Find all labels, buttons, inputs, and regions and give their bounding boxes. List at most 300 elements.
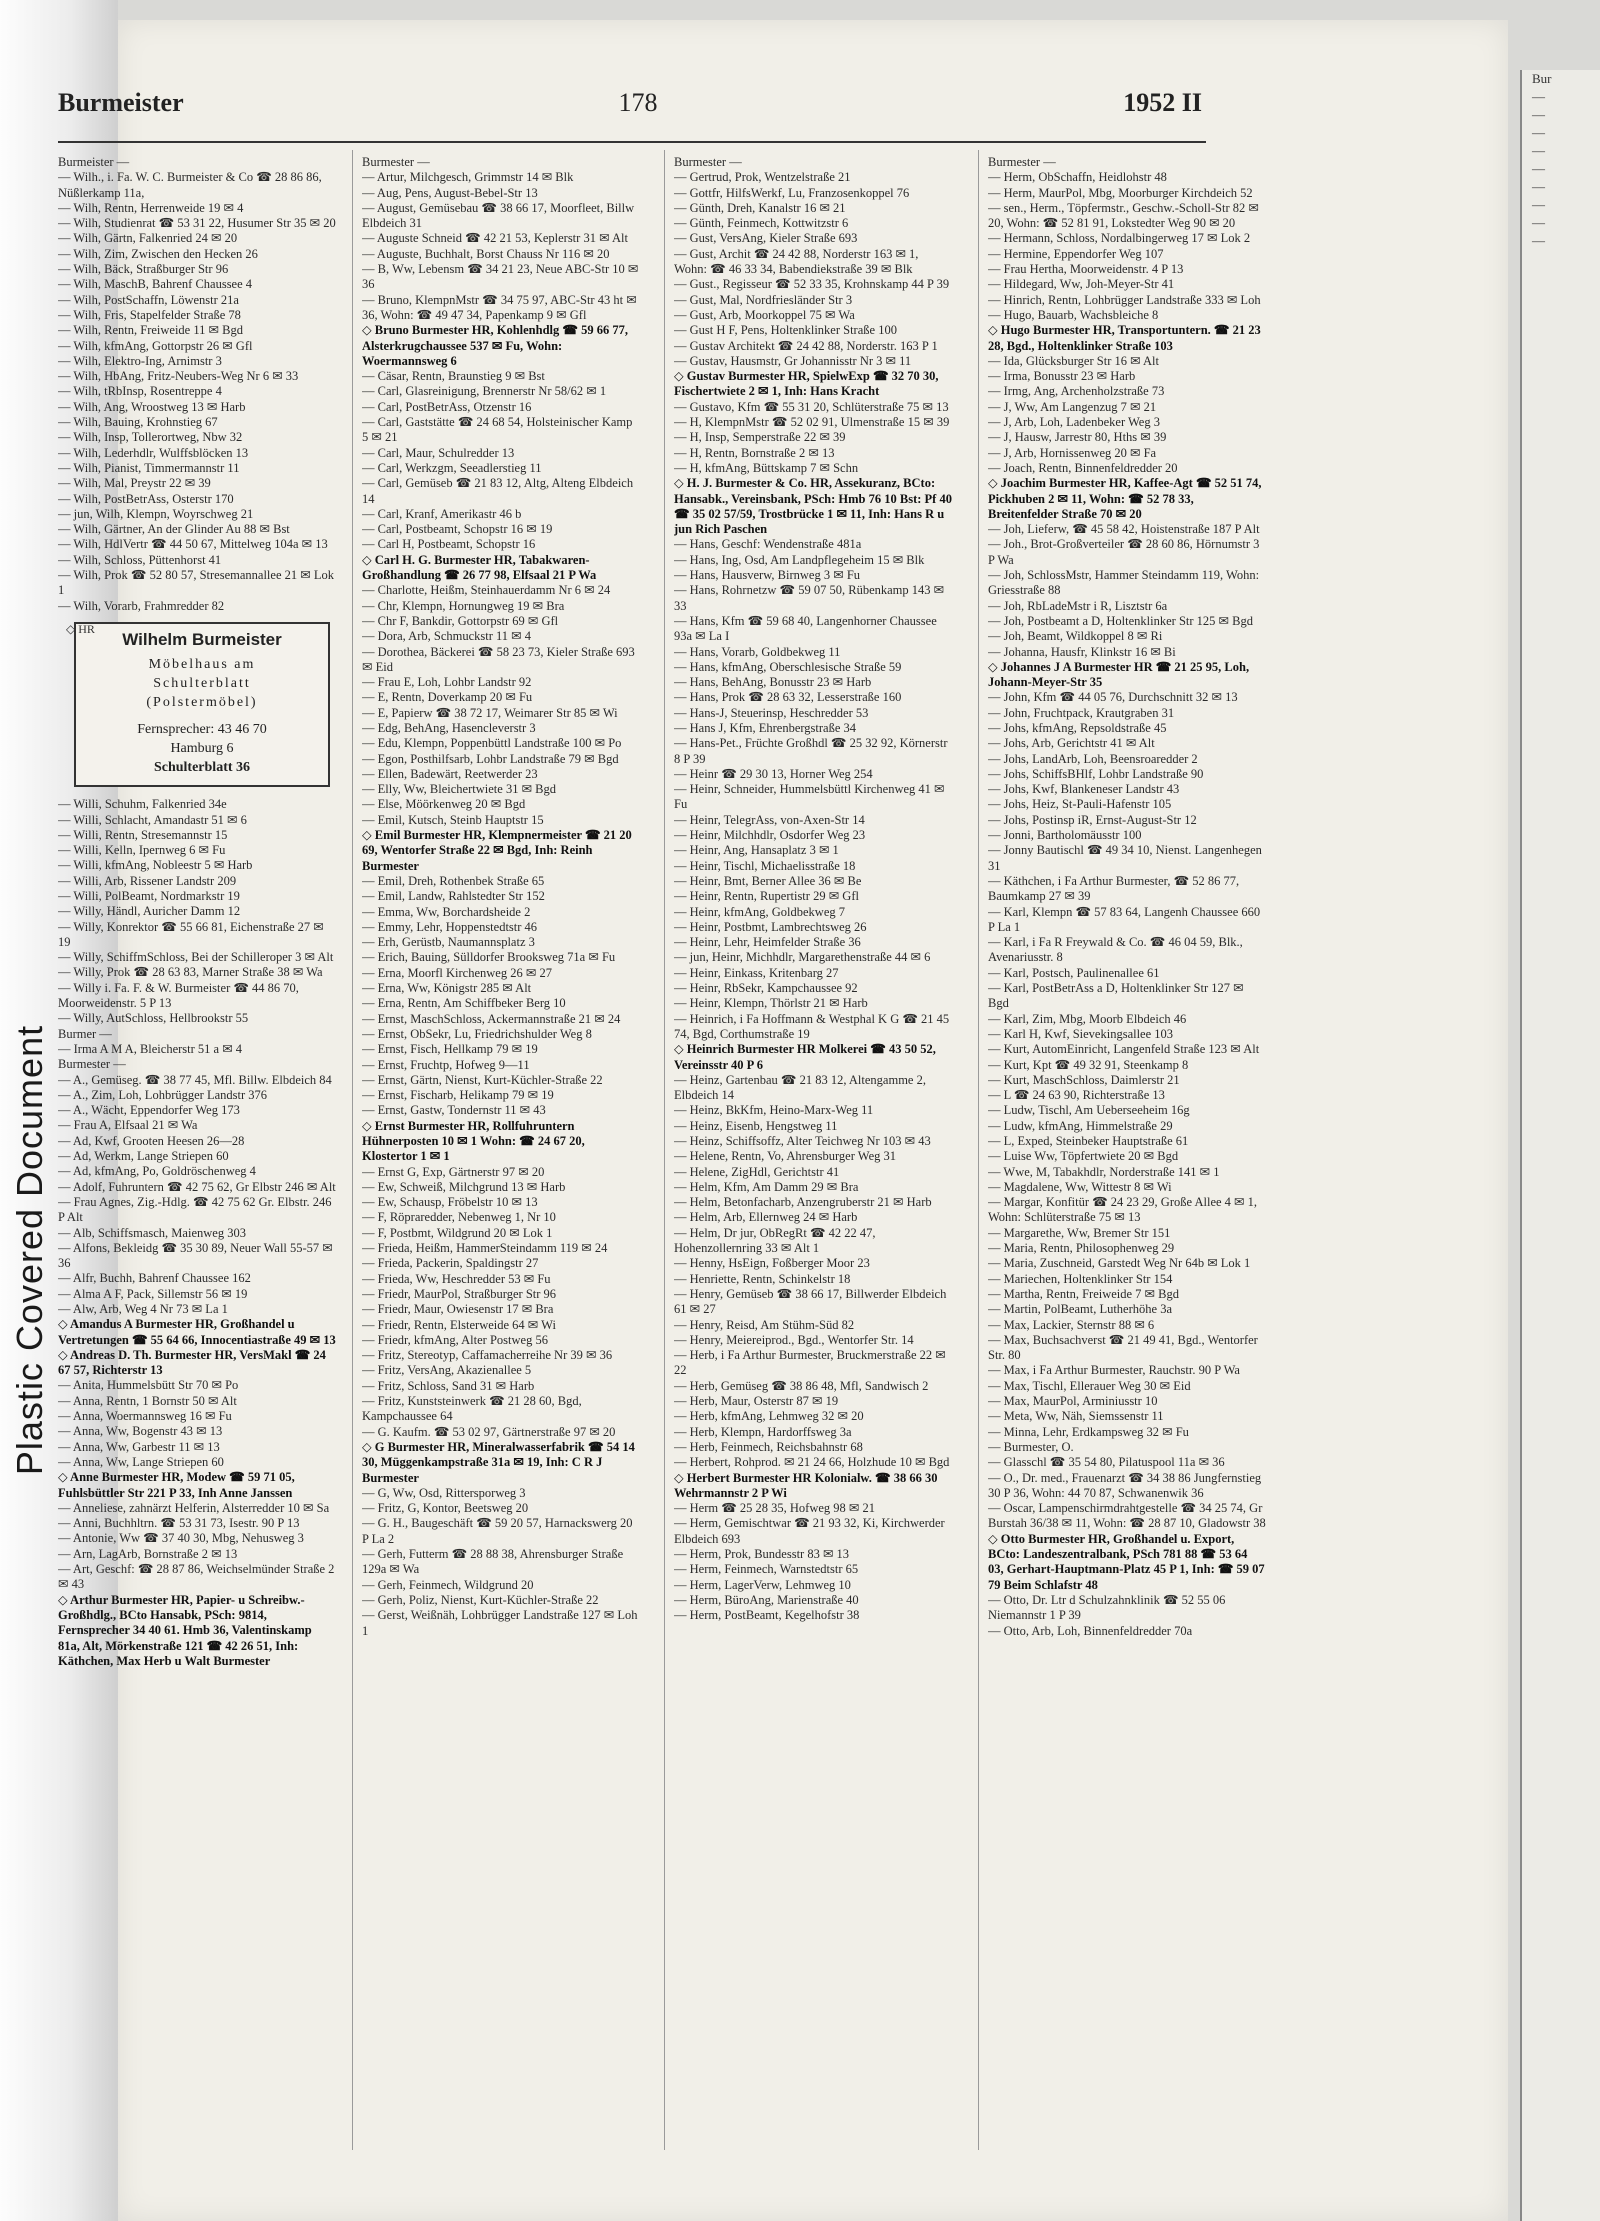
directory-entry: — Gust, VersAng, Kieler Straße 693 [674,231,858,246]
directory-entry: — Herm, BüroAng, Marienstraße 40 [674,1592,859,1607]
directory-entry: — Heinr, Bmt, Berner Allee 36 ✉ Be [674,873,862,888]
directory-entry: — Helm, Arb, Ellernweg 24 ✉ Harb [674,1210,858,1225]
directory-entry: — Wilh, Elektro-Ing, Arnimstr 3 [58,353,222,368]
directory-entry: — Johanna, Hausfr, Klinkstr 16 ✉ Bi [988,644,1176,659]
directory-entry: — Wilh, Ang, Wroostweg 13 ✉ Harb [58,399,246,414]
directory-entry: — Henry, Reisd, Am Stühm-Süd 82 [674,1317,855,1332]
directory-entry: — Henny, HsEign, Foßberger Moor 23 [674,1256,870,1271]
directory-entry: — A., Zim, Loh, Lohbrügger Landstr 376 [58,1087,267,1102]
directory-entry: — Max, Buchsachverst ☎ 21 49 41, Bgd., Wentorfer Str. 80 [988,1332,1258,1363]
directory-entry: — Ernst, Gärtn, Nienst, Kurt-Küchler-Straße 22 [362,1072,603,1087]
directory-entry: — Hans, Ing, Osd, Am Landpflegeheim 15 ✉ Blk [674,552,925,567]
directory-entry: — Hermann, Schloss, Nordalbingerweg 17 ✉ Lok 2 [988,231,1251,246]
directory-entry: — Dorothea, Bäckerei ☎ 58 23 73, Kieler Straße 693 ✉ Eid [362,644,635,674]
directory-entry: — Frieda, Packerin, Spaldingstr 27 [362,1256,539,1271]
directory-entry: — Heinz, Schiffsoffz, Alter Teichweg Nr 103 ✉ 43 [674,1134,931,1148]
directory-entry: — Heinr, TelegrAss, von-Axen-Str 14 [674,812,865,827]
directory-entry: — Johs, Heiz, St-Pauli-Hafenstr 105 [988,797,1172,812]
directory-entry: — Heinr ☎ 29 30 13, Horner Weg 254 [674,766,873,781]
directory-entry: — jun, Wilh, Klempn, Woyrschweg 21 [58,506,254,521]
directory-entry: — Fritz, VersAng, Akazienallee 5 [362,1363,532,1378]
directory-entry: — Anna, Ww, Lange Striepen 60 [58,1454,224,1469]
directory-entry: — Anna, Ww, Garbestr 11 ✉ 13 [58,1439,220,1454]
directory-entry: — Fritz, G, Kontor, Beetsweg 20 [362,1501,529,1516]
directory-entry: — L ☎ 24 63 90, Richterstraße 13 [988,1088,1165,1103]
directory-entry: — Fritz, Kunststeinwerk ☎ 21 28 60, Bgd, Kampchaussee 64 [362,1394,582,1424]
directory-entry: — Günth, Feinmech, Kottwitzstr 6 [674,216,849,231]
directory-entry: — Art, Geschf: ☎ 28 87 86, Weichselmünder Straße 2 ✉ 43 [58,1562,335,1592]
directory-entry: — F, Röpraredder, Nebenweg 1, Nr 10 [362,1210,556,1225]
directory-entry: — Henry, Meiereiprod., Bgd., Wentorfer Str. 14 [674,1332,914,1347]
directory-entry: — Karl, Klempn ☎ 57 83 64, Langenh Chaussee 660 P La 1 [988,904,1261,934]
directory-entry: — Friedr, MaurPol, Straßburger Str 96 [362,1286,557,1301]
directory-entry: Burmeister — [58,155,130,169]
page-number: 178 [618,88,658,117]
directory-entry: — Wilh, Vorarb, Frahmredder 82 [58,598,225,613]
directory-entry: — Henry, Gemüseb ☎ 38 66 17, Billwerder Elbdeich 61 ✉ 27 [674,1286,947,1317]
directory-entry: — Frieda, Heißm, HammerSteindamm 119 ✉ 24 [362,1241,608,1256]
directory-entry: — G. H., Baugeschäft ☎ 59 20 57, Harnackswerg 20 P La 2 [362,1516,633,1546]
directory-entry: — Maria, Zuschneid, Garstedt Weg Nr 64b ✉ Lok 1 [988,1256,1251,1271]
directory-entry: — E, Rentn, Doverkamp 20 ✉ Fu [362,690,533,705]
directory-entry: — Dora, Arb, Schmuckstr 11 ✉ 4 [362,629,532,644]
directory-entry: — Wilh, Fris, Stapelfelder Straße 78 [58,307,241,322]
directory-entry: — Ernst, MaschSchloss, Ackermannstraße 21 ✉ 24 [362,1011,621,1026]
next-page-fragment: Bur [1532,71,1552,86]
directory-entry: — Irma A M A, Bleicherstr 51 a ✉ 4 [58,1041,243,1056]
directory-entry: — Wilh, Lederhdlr, Wulffsblöcken 13 [58,445,249,460]
next-page-fragment: — [1532,89,1545,104]
directory-entry: — Wilh, Bauing, Krohnstieg 67 [58,415,218,430]
next-page-fragment: — [1532,233,1545,248]
column-1-entries-b [58,797,336,1669]
directory-entry: — Ernst, Fruchtp, Hofweg 9—11 [362,1057,530,1072]
directory-entry: — Gerst, Weißnäh, Lohbrügger Landstraße 127 ✉ Loh 1 [362,1608,638,1638]
column-divider [352,150,353,2150]
directory-entry: — Heinr, Klempn, Thörlstr 21 ✉ Harb [674,996,868,1011]
directory-entry: — J, Arb, Loh, Ladenbeker Weg 3 [988,415,1160,430]
directory-entry: — Gustavo, Kfm ☎ 55 31 20, Schlüterstraße 75 ✉ 13 [674,399,949,414]
directory-entry: — Hans, Prok ☎ 28 63 32, Lesserstraße 160 [674,690,902,705]
directory-entry: — Erna, Rentn, Am Schiffbeker Berg 10 [362,996,566,1011]
directory-entry: — Frau A, Elfsaal 21 ✉ Wa [58,1118,198,1133]
directory-entry: — Auguste Schneid ☎ 42 21 53, Keplerstr 31 ✉ Alt [362,231,628,246]
directory-entry: Burmester — [58,1057,126,1072]
directory-entry: ◇ Bruno Burmester HR, Kohlenhdlg ☎ 59 66 77, Alsterkrugchaussee 537 ✉ Fu, Wohn: Woermannsweg 6 [362,323,628,368]
directory-entry: — Aug, Pens, August-Bebel-Str 13 [362,185,538,200]
column-divider [978,150,979,2150]
directory-entry: — Willy, Prok ☎ 28 63 83, Marner Straße 38 ✉ Wa [58,965,323,980]
ad-company-name: Wilhelm Burmeister [122,629,282,649]
directory-entry: — Heinrich, i Fa Hoffmann & Westphal K G ☎ 21 45 74, Bgd, Corthumstraße 19 [674,1011,950,1041]
directory-entry: — Irmg, Ang, Archenholzstraße 73 [988,384,1165,399]
directory-entry: — Max, MaurPol, Arminiusstr 10 [988,1394,1158,1409]
directory-entry: — Helm, Kfm, Am Damm 29 ✉ Bra [674,1179,859,1194]
directory-entry: — Wilh, PostSchaffn, Löwenstr 21a [58,292,239,307]
ad-line-2: Schulterblatt [153,676,251,692]
directory-entry: — Herm, LagerVerw, Lehmweg 10 [674,1577,851,1592]
directory-entry: — Willy, AutSchloss, Hellbrookstr 55 [58,1011,249,1026]
directory-entry: — Wilh, HbAng, Fritz-Neubers-Weg Nr 6 ✉ 33 [58,369,299,384]
directory-entry: — Ernst, Fisch, Hellkamp 79 ✉ 19 [362,1042,538,1057]
directory-entry: — Wwe, M, Tabakhdlr, Norderstraße 141 ✉ 1 [988,1164,1220,1179]
directory-entry: — Gerh, Poliz, Nienst, Kurt-Küchler-Straße 22 [362,1592,599,1607]
next-page-edge [1520,70,1600,2221]
directory-entry: — Johs, Arb, Gerichtstr 41 ✉ Alt [988,736,1155,751]
directory-entry: — Gust H F, Pens, Holtenklinker Straße 100 [674,323,897,338]
column-2 [362,155,640,2150]
directory-entry: — Fritz, Schloss, Sand 31 ✉ Harb [362,1378,535,1393]
directory-entry: ◇ Ernst Burmester HR, Rollfuhruntern Hühnerposten 10 ✉ 1 Wohn: ☎ 24 67 20, Klostertor 1 ✉ 1 [362,1118,585,1164]
directory-entry: — Willy, SchiffmSchloss, Bei der Schilleroper 3 ✉ Alt [58,950,334,965]
directory-entry: ◇ G Burmester HR, Mineralwasserfabrik ☎ 54 14 30, Müggenkampstraße 31a ✉ 19, Inh: C R J Burmester [362,1439,635,1485]
directory-entry: — Hildegard, Ww, Joh-Meyer-Str 41 [988,277,1175,292]
directory-entry: — Heinr, kfmAng, Goldbekweg 7 [674,904,845,919]
directory-entry: — Hans, kfmAng, Oberschlesische Straße 59 [674,659,902,674]
directory-entry: — Johs, Postinsp iR, Ernst-August-Str 12 [988,812,1197,827]
directory-entry: — Willy, Händl, Auricher Damm 12 [58,904,241,919]
directory-entry: — Gertrud, Prok, Wentzelstraße 21 [674,170,851,185]
directory-entry: — Herb, Gemüseg ☎ 38 86 48, Mfl, Sandwisch 2 [674,1378,929,1393]
directory-entry: — Ludw, kfmAng, Himmelstraße 29 [988,1118,1173,1133]
directory-entry: — Anneliese, zahnärzt Helferin, Alsterredder 10 ✉ Sa [58,1500,330,1515]
directory-entry: — Herb, kfmAng, Lehmweg 32 ✉ 20 [674,1409,864,1424]
directory-entry: — Karl, PostBetrAss a D, Holtenklinker Str 127 ✉ Bgd [988,981,1244,1011]
directory-entry: ◇ Arthur Burmester HR, Papier- u Schreibw.-Großhdlg., BCto Hansabk, PSch: 9814, Fernsprecher 34 40 61. Hmb 36, Valentinskamp 81a, Alt, Mörkenstraße 121 ☎ 42 26 51, Inh: Käthchen, Max Herb u Walt Burmester [58,1592,312,1668]
next-page-fragment: — [1532,215,1545,230]
directory-entry: — Else, Möörkenweg 20 ✉ Bgd [362,797,526,812]
directory-entry: — jun, Heinr, Michhdlr, Margarethenstraße 44 ✉ 6 [674,950,931,965]
directory-entry: — Wilh, Prok ☎ 52 80 57, Stresemannallee 21 ✉ Lok 1 [58,568,334,598]
directory-entry: ◇ Hugo Burmester HR, Transportuntern. ☎ 21 23 28, Bgd., Holtenklinker Straße 103 [988,323,1261,353]
directory-entry: — Max, i Fa Arthur Burmester, Rauchstr. 90 P Wa [988,1363,1240,1378]
directory-entry: — Ew, Schweiß, Milchgrund 13 ✉ Harb [362,1179,566,1194]
directory-entry: — H, Insp, Semperstraße 22 ✉ 39 [674,430,846,445]
header-surname: Burmeister [58,88,184,117]
directory-entry: — John, Kfm ☎ 44 05 76, Durchschnitt 32 ✉ 13 [988,690,1238,705]
directory-entry: — Gust, Archit ☎ 24 42 88, Norderstr 163 ✉ 1, Wohn: ☎ 46 33 34, Babendiekstraße 39 ✉ Blk [674,246,919,277]
next-page-fragment: — [1532,143,1545,158]
directory-entry: — A., Wächt, Eppendorfer Weg 173 [58,1103,240,1118]
directory-entry: — Max, Tischl, Ellerauer Weg 30 ✉ Eid [988,1378,1191,1393]
directory-entry: — Karl, Postsch, Paulinenallee 61 [988,965,1160,980]
directory-entry: — Heinr, RbSekr, Kampchaussee 92 [674,981,858,996]
directory-entry: — Ludw, Tischl, Am Ueberseeheim 16g [988,1103,1190,1118]
directory-entry: — Emil, Dreh, Rothenbek Straße 65 [362,873,545,888]
directory-entry: — Ad, kfmAng, Po, Goldröschenweg 4 [58,1164,256,1179]
directory-entry: — Willi, Rentn, Stresemannstr 15 [58,827,228,842]
directory-entry: — Willi, Schlacht, Amandastr 51 ✉ 6 [58,812,247,827]
directory-entry: — Emmy, Lehr, Hoppenstedtstr 46 [362,919,538,934]
directory-entry: — Karl, i Fa R Freywald & Co. ☎ 46 04 59, Blk., Avenariusstr. 8 [988,935,1243,965]
directory-entry: — Johs, kfmAng, Repsoldstraße 45 [988,720,1167,735]
directory-entry: — Emma, Ww, Borchardsheide 2 [362,904,531,919]
directory-entry: — Ad, Kwf, Grooten Heesen 26—28 [58,1133,245,1148]
directory-entry: — Erh, Gerüstb, Naumannsplatz 3 [362,935,535,950]
directory-entry: — Anna, Rentn, 1 Bornstr 50 ✉ Alt [58,1393,237,1408]
directory-entry: — Carl H, Postbeamt, Schopstr 16 [362,537,536,552]
directory-entry: — Heinr, Tischl, Michaelisstraße 18 [674,858,856,873]
directory-entry: — Anna, Ww, Bogenstr 43 ✉ 13 [58,1424,223,1439]
directory-entry: — Gust, Arb, Moorkoppel 75 ✉ Wa [674,307,855,322]
directory-entry: — J, Hausw, Jarrestr 80, Hths ✉ 39 [988,430,1167,445]
directory-entry: — Elly, Ww, Bleichertwiete 31 ✉ Bgd [362,782,557,797]
advertisement-box [74,622,330,787]
directory-entry: — Willi, Arb, Rissener Landstr 209 [58,873,237,888]
directory-entry: — Carl, Kranf, Amerikastr 46 b [362,506,522,521]
directory-entry: — Herm ☎ 25 28 35, Hofweg 98 ✉ 21 [674,1501,876,1516]
directory-entry: — Carl, Gaststätte ☎ 24 68 54, Holsteinischer Kamp 5 ✉ 21 [362,415,633,445]
directory-entry: — Willi, kfmAng, Nobleestr 5 ✉ Harb [58,858,253,873]
directory-entry: — Wilh, Insp, Tollerortweg, Nbw 32 [58,430,243,445]
directory-entry: — Wilh, Pianist, Timmermannstr 11 [58,460,240,475]
ad-line-1: Möbelhaus am [148,657,256,673]
directory-entry: — B, Ww, Lebensm ☎ 34 21 23, Neue ABC-Str 10 ✉ 36 [362,262,639,292]
directory-entry: — Frau Hertha, Moorweidenstr. 4 P 13 [988,262,1184,277]
directory-entry: — Joach, Rentn, Binnenfeldredder 20 [988,460,1178,475]
ad-street: Schulterblatt 36 [153,760,251,776]
directory-entry: — Johs, SchiffsBHlf, Lohbr Landstraße 90 [988,766,1204,781]
directory-entry: — Alfr, Buchh, Bahrenf Chaussee 162 [58,1271,251,1286]
directory-entry: — Glasschl ☎ 35 54 80, Pilatuspool 11a ✉ 36 [988,1455,1225,1470]
directory-entry: — H, kfmAng, Büttskamp 7 ✉ Schn [674,460,859,475]
directory-entry: ◇ Gustav Burmester HR, SpielwExp ☎ 32 70 30, Fischertwiete 2 ✉ 1, Inh: Hans Kracht [674,369,939,399]
directory-entry: — Joh, RbLadeMstr i R, Lisztstr 6a [988,598,1168,613]
page-header [58,88,1388,128]
directory-entry: — G, Ww, Osd, Rittersporweg 3 [362,1485,526,1500]
directory-entry: — Cäsar, Rentn, Braunstieg 9 ✉ Bst [362,369,545,384]
directory-entry: — Herm, MaurPol, Mbg, Moorburger Kirchdeich 52 [988,185,1253,200]
directory-entry: — Otto, Arb, Loh, Binnenfeldredder 70a [988,1623,1193,1638]
directory-entry: — Martin, PolBeamt, Lutherhöhe 3a [988,1302,1172,1317]
directory-entry: — H, Rentn, Bornstraße 2 ✉ 13 [674,445,835,460]
column-1-entries-a [58,155,336,614]
directory-entry: — F, Postbmt, Wildgrund 20 ✉ Lok 1 [362,1225,553,1240]
directory-entry: — Gerh, Futterm ☎ 28 88 38, Ahrensburger Straße 129a ✉ Wa [362,1547,624,1577]
column-1 [58,155,336,2150]
directory-entry: — Gust., Regisseur ☎ 52 33 35, Krohnskamp 44 P 39 [674,277,950,292]
directory-entry: — Hans, Rohrnetzw ☎ 59 07 50, Rübenkamp 143 ✉ 33 [674,583,945,613]
directory-entry: — Karl H, Kwf, Sievekingsallee 103 [988,1026,1174,1041]
directory-entry: — Herb, Klempn, Hardorffsweg 3a [674,1424,852,1439]
directory-entry: — Meta, Ww, Näh, Siemssenstr 11 [988,1409,1164,1424]
directory-entry: — Günth, Dreh, Kanalstr 16 ✉ 21 [674,200,846,215]
directory-entry: — Herm, Prok, Bundesstr 83 ✉ 13 [674,1547,850,1562]
directory-entry: — Egon, Posthilfsarb, Lohbr Landstraße 79 ✉ Bgd [362,751,619,766]
directory-entry: — O., Dr. med., Frauenarzt ☎ 34 38 86 Jungfernstieg 30 P 36, Wohn: 44 70 87, Schwanenwik 36 [988,1470,1262,1500]
next-page-fragment: — [1532,179,1545,194]
directory-entry: — Carl, Gemüseb ☎ 21 83 12, Altg, Alteng Elbdeich 14 [362,476,634,506]
directory-entry: — Henriette, Rentn, Schinkelstr 18 [674,1271,851,1286]
directory-entry: — Anita, Hummelsbütt Str 70 ✉ Po [58,1378,239,1393]
directory-entry: — Heinr, Lehr, Heimfelder Straße 36 [674,935,861,950]
directory-entry: — Chr, Klempn, Hornungweg 19 ✉ Bra [362,598,565,613]
directory-entry: — Magdalene, Ww, Wittestr 8 ✉ Wi [988,1179,1172,1194]
directory-entry: — Kurt, MaschSchloss, Daimlerstr 21 [988,1072,1180,1087]
directory-entry: — Hans, BehAng, Bonusstr 23 ✉ Harb [674,675,872,690]
directory-entry: — Heinr, Einkass, Kritenbarg 27 [674,965,839,980]
directory-entry: — Frau Agnes, Zig.-Hdlg. ☎ 42 75 62 Gr. Elbstr. 246 P Alt [58,1194,332,1225]
side-watermark-text: Plastic Covered Document [9,1024,50,1476]
directory-entry: — Edu, Klempn, Poppenbüttl Landstraße 100 ✉ Po [362,736,622,751]
directory-entry: — Hans-J, Steuerinsp, Heschredder 53 [674,705,869,720]
directory-entry: — Willy, Konrektor ☎ 55 66 81, Eichenstraße 27 ✉ 19 [58,919,324,949]
directory-entry: — Luise Ww, Töpfertwiete 20 ✉ Bgd [988,1149,1179,1164]
directory-entry: — Wilh, tRbInsp, Rosentreppe 4 [58,384,222,399]
directory-entry: — Herm, Feinmech, Warnstedtstr 65 [674,1562,859,1577]
directory-entry: — Friedr, kfmAng, Alter Postweg 56 [362,1332,548,1347]
ad-city: Hamburg 6 [170,741,234,757]
directory-entry: — Heinz, Gartenbau ☎ 21 83 12, Altengamme 2, Elbdeich 14 [674,1072,926,1103]
directory-entry: — Wilh, Mal, Preystr 22 ✉ 39 [58,476,211,491]
directory-entry: — Helm, Dr jur, ObRegRt ☎ 42 22 47, Hohenzollernring 33 ✉ Alt 1 [674,1225,876,1256]
ad-phone: Fernsprecher: 43 46 70 [137,722,267,738]
directory-entry: — Adolf, Fuhruntern ☎ 42 75 62, Gr Elbstr 246 ✉ Alt [58,1179,336,1194]
directory-entry: — Wilh, kfmAng, Gottorpstr 26 ✉ Gfl [58,338,253,353]
advertisement-wrap [58,622,336,787]
next-page-fragment: — [1532,197,1545,212]
directory-entry: — Bruno, KlempnMstr ☎ 34 75 97, ABC-Str 43 ht ✉ 36, Wohn: ☎ 49 47 34, Papenkamp 9 ✉ Gfl [362,292,637,322]
directory-entry: — Wilh, Bäck, Straßburger Str 96 [58,262,229,277]
directory-entry: — Gerh, Feinmech, Wildgrund 20 [362,1577,534,1592]
directory-entry: — Anna, Woermannsweg 16 ✉ Fu [58,1409,232,1424]
directory-entry: ◇ H. J. Burmester & Co. HR, Assekuranz, BCto: Hansabk., Vereinsbank, PSch: Hmb 76 10 Bst: Pf 40 ☎ 35 02 57/59, Trostbrücke 1 ✉ 11, Inh: Hans R u jun Rich Paschen [674,476,952,537]
directory-entry: — Auguste, Buchhalt, Borst Chauss Nr 116 ✉ 20 [362,246,610,261]
directory-entry: — Burmester, O. [988,1439,1074,1454]
directory-entry: — Wilh, PostBetrAss, Osterstr 170 [58,491,234,506]
next-page-fragment: — [1532,125,1545,140]
directory-entry: — Alma A F, Pack, Sillemstr 56 ✉ 19 [58,1286,248,1301]
directory-entry: ◇ Herbert Burmester HR Kolonialw. ☎ 38 66 30 Wehrmannstr 2 P Wi [674,1470,938,1500]
column-3 [674,155,952,2150]
directory-entry: — Emil, Kutsch, Steinb Hauptstr 15 [362,812,544,827]
directory-entry: Burmester — [674,155,742,169]
directory-entry: — J, Ww, Am Langenzug 7 ✉ 21 [988,399,1157,414]
directory-entry: — Erich, Bauing, Sülldorfer Brooksweg 71a ✉ Fu [362,950,616,965]
directory-entry: — Arn, LagArb, Bornstraße 2 ✉ 13 [58,1546,238,1561]
directory-entry: — Ernst, Fischarb, Helikamp 79 ✉ 19 [362,1088,554,1103]
directory-entry: — Helene, Rentn, Vo, Ahrensburger Weg 31 [674,1149,896,1164]
directory-entry: — Herm, ObSchaffn, Heidlohstr 48 [988,170,1167,185]
directory-entry: — Wilh, Studienrat ☎ 53 31 22, Husumer Str 35 ✉ 20 [58,216,336,231]
directory-entry: — Chr F, Bankdir, Gottorpstr 69 ✉ Gfl [362,613,559,628]
directory-entry: — Helm, Betonfacharb, Anzengruberstr 21 ✉ Harb [674,1195,932,1210]
directory-entry: — Hans, Vorarb, Goldbekweg 11 [674,644,841,659]
directory-entry: ◇ Anne Burmester HR, Modew ☎ 59 71 05, Fuhlsbüttler Str 221 P 33, Inh Anne Janssen [58,1470,295,1500]
directory-entry: — Wilh, Rentn, Herrenweide 19 ✉ 4 [58,200,244,215]
directory-entry: ◇ Otto Burmester HR, Großhandel u. Export, BCto: Landeszentralbank, PSch 781 88 ☎ 53 64 03, Gerhart-Hauptmann-Platz 45 P 1, Inh: ☎ 59 07 79 Beim Schlafstr 48 [988,1531,1265,1592]
directory-entry: — Margar, Konfitür ☎ 24 23 29, Große Allee 4 ✉ 1, Wohn: Schlüterstraße 75 ✉ 13 [988,1195,1258,1225]
directory-entry: ◇ Carl H. G. Burmester HR, Tabakwaren-Großhandlung ☎ 26 77 98, Elfsaal 21 P Wa [362,552,597,583]
directory-entry: Burmester — [988,155,1056,169]
directory-entry: — Heinz, Eisenb, Hengstweg 11 [674,1118,838,1133]
directory-entry: — Frau E, Loh, Lohbr Landstr 92 [362,675,532,690]
directory-entry: — Margarethe, Ww, Bremer Str 151 [988,1225,1171,1240]
directory-entry: — Heinr, Ang, Hansaplatz 3 ✉ 1 [674,843,839,858]
directory-entry: — Willi, PolBeamt, Nordmarkstr 19 [58,888,240,903]
directory-entry: — Artur, Milchgesch, Grimmstr 14 ✉ Blk [362,170,574,185]
directory-entry: — Alfons, Bekleidg ☎ 35 30 89, Neuer Wall 55-57 ✉ 36 [58,1240,333,1271]
directory-entry: — Gottfr, HilfsWerkf, Lu, Franzosenkoppel 76 [674,185,910,200]
directory-entry: ◇ Emil Burmester HR, Klempnermeister ☎ 21 20 69, Wentorfer Straße 22 ✉ Bgd, Inh: Reinh Burmester [362,828,632,873]
directory-entry: — Käthchen, i Fa Arthur Burmester, ☎ 52 86 77, Baumkamp 27 ✉ 39 [988,873,1240,904]
directory-entry: — Helene, ZigHdl, Gerichtstr 41 [674,1164,840,1179]
directory-entry: — Heinz, BkKfm, Heino-Marx-Weg 11 [674,1103,874,1118]
directory-entry: — Hugo, Bauarb, Wachsbleiche 8 [988,307,1159,322]
directory-entry: — Hans J, Kfm, Ehrenbergstraße 34 [674,720,857,735]
column-4 [988,155,1266,2150]
directory-entry: ◇ Andreas D. Th. Burmester HR, VersMakl ☎ 24 67 57, Richterstr 13 [58,1347,326,1378]
directory-entry: — Willi, Kelln, Ipernweg 6 ✉ Fu [58,843,226,858]
directory-entry: — Hans-Pet., Früchte Großhdl ☎ 25 32 92, Körnerstr 8 P 39 [674,736,948,766]
directory-entry: — Erna, Moorfl Kirchenweg 26 ✉ 27 [362,965,552,980]
directory-entry: — Friedr, Rentn, Elsterweide 64 ✉ Wi [362,1317,556,1332]
directory-entry: — Friedr, Maur, Owiesenstr 17 ✉ Bra [362,1302,554,1317]
directory-entry: — Willy i. Fa. F. & W. Burmeister ☎ 44 86 70, Moorweidenstr. 5 P 13 [58,980,299,1011]
next-page-fragment: — [1532,161,1545,176]
directory-entry: — Fritz, Stereotyp, Caffamacherreihe Nr 39 ✉ 36 [362,1348,613,1363]
directory-entry: — Herb, Feinmech, Reichsbahnstr 68 [674,1439,863,1454]
directory-entry: Burmester — [362,155,430,169]
directory-entry: — Herb, Maur, Osterstr 87 ✉ 19 [674,1394,839,1409]
directory-entry: — Herb, i Fa Arthur Burmester, Bruckmerstraße 22 ✉ 22 [674,1348,946,1378]
ad-marker: ◇ HR [66,621,95,636]
column-divider [664,150,665,2150]
directory-entry: — Alb, Schiffsmasch, Maienweg 303 [58,1225,246,1240]
directory-entry: — Antonie, Ww ☎ 37 40 30, Mbg, Nehusweg 3 [58,1531,304,1546]
directory-entry: ◇ Johannes J A Burmester HR ☎ 21 25 95, Loh, Johann-Meyer-Str 35 [988,659,1250,690]
directory-entry: — Minna, Lehr, Erdkampsweg 32 ✉ Fu [988,1424,1189,1439]
directory-entry: Burmer — [58,1026,112,1041]
directory-entry: — sen., Herm., Töpfermstr., Geschw.-Scholl-Str 82 ✉ 20, Wohn: ☎ 52 81 91, Lokstedter Weg 90 ✉ 20 [988,200,1259,231]
directory-entry: — August, Gemüsebau ☎ 38 66 17, Moorfleet, Billw Elbdeich 31 [362,200,635,231]
directory-entry: — Hans, Geschf: Wendenstraße 481a [674,537,862,552]
directory-entry: — Willi, Schuhm, Falkenried 34e [58,797,227,812]
directory-entry: — Joh, Postbeamt a D, Holtenklinker Str 125 ✉ Bgd [988,613,1253,628]
directory-entry: — Heinr, Postbmt, Lambrechtsweg 26 [674,919,867,934]
header-year: 1952 II [1123,88,1202,117]
directory-entry: — L, Exped, Steinbeker Hauptstraße 61 [988,1134,1189,1148]
directory-entry: — Frieda, Ww, Heschredder 53 ✉ Fu [362,1271,551,1286]
header-rule [58,141,1206,143]
directory-entry: — J, Arb, Hornissenweg 20 ✉ Fa [988,445,1157,460]
directory-entry: — Joh., Brot-Großverteiler ☎ 28 60 86, Hörnumstr 3 P Wa [988,537,1260,567]
directory-entry: — Herm, PostBeamt, Kegelhofstr 38 [674,1608,860,1623]
directory-entry: — Ernst, ObSekr, Lu, Friedrichshulder Weg 8 [362,1026,592,1041]
directory-entry: — Joh, Beamt, Wildkoppel 8 ✉ Ri [988,629,1163,644]
directory-entry: — Joh, SchlossMstr, Hammer Steindamm 119, Wohn: Griesstraße 88 [988,568,1260,598]
directory-entry: — Johs, LandArb, Loh, Beensroaredder 2 [988,751,1198,766]
directory-entry: — Alw, Arb, Weg 4 Nr 73 ✉ La 1 [58,1302,228,1316]
directory-entry: — Emil, Landw, Rahlstedter Str 152 [362,889,545,904]
ad-line-3: (Polstermöbel) [146,695,258,711]
directory-entry: — Carl, Werkzgm, Seeadlerstieg 11 [362,460,542,475]
next-page-fragment: — [1532,107,1545,122]
directory-entry: — Herbert, Rohprod. ✉ 21 24 66, Holzhude 10 ✉ Bgd [674,1455,950,1470]
directory-entry: — Wilh, Rentn, Freiweide 11 ✉ Bgd [58,323,243,338]
directory-entry: — Charlotte, Heißm, Steinhauerdamm Nr 6 ✉ 24 [362,583,611,598]
directory-entry: — Wilh, Schloss, Püttenhorst 41 [58,552,222,567]
directory-entry: — Wilh, HdlVertr ☎ 44 50 67, Mittelweg 104a ✉ 13 [58,537,328,552]
directory-entry: — Otto, Dr. Ltr d Schulzahnklinik ☎ 52 55 06 Niemannstr 1 P 39 [988,1592,1226,1623]
directory-entry: — Jonny Bautischl ☎ 49 34 10, Nienst. Langenhegen 31 [988,843,1262,873]
directory-entry: — Jonni, Bartholomäusstr 100 [988,828,1142,843]
directory-entry: — Carl, Glasreinigung, Brennerstr Nr 58/62 ✉ 1 [362,384,607,399]
directory-entry: — Heinr, Schneider, Hummelsbüttl Kirchenweg 41 ✉ Fu [674,782,945,812]
directory-entry: — A., Gemüseg. ☎ 38 77 45, Mfl. Billw. Elbdeich 84 [58,1072,332,1087]
directory-entry: — Oscar, Lampenschirmdrahtgestelle ☎ 34 25 74, Gr Burstah 36/38 ✉ 11, Wohn: ☎ 28 87 10, Gladowstr 38 [988,1501,1266,1531]
directory-entry: — Hans, Kfm ☎ 59 68 40, Langenhorner Chaussee 93a ✉ La I [674,613,937,644]
